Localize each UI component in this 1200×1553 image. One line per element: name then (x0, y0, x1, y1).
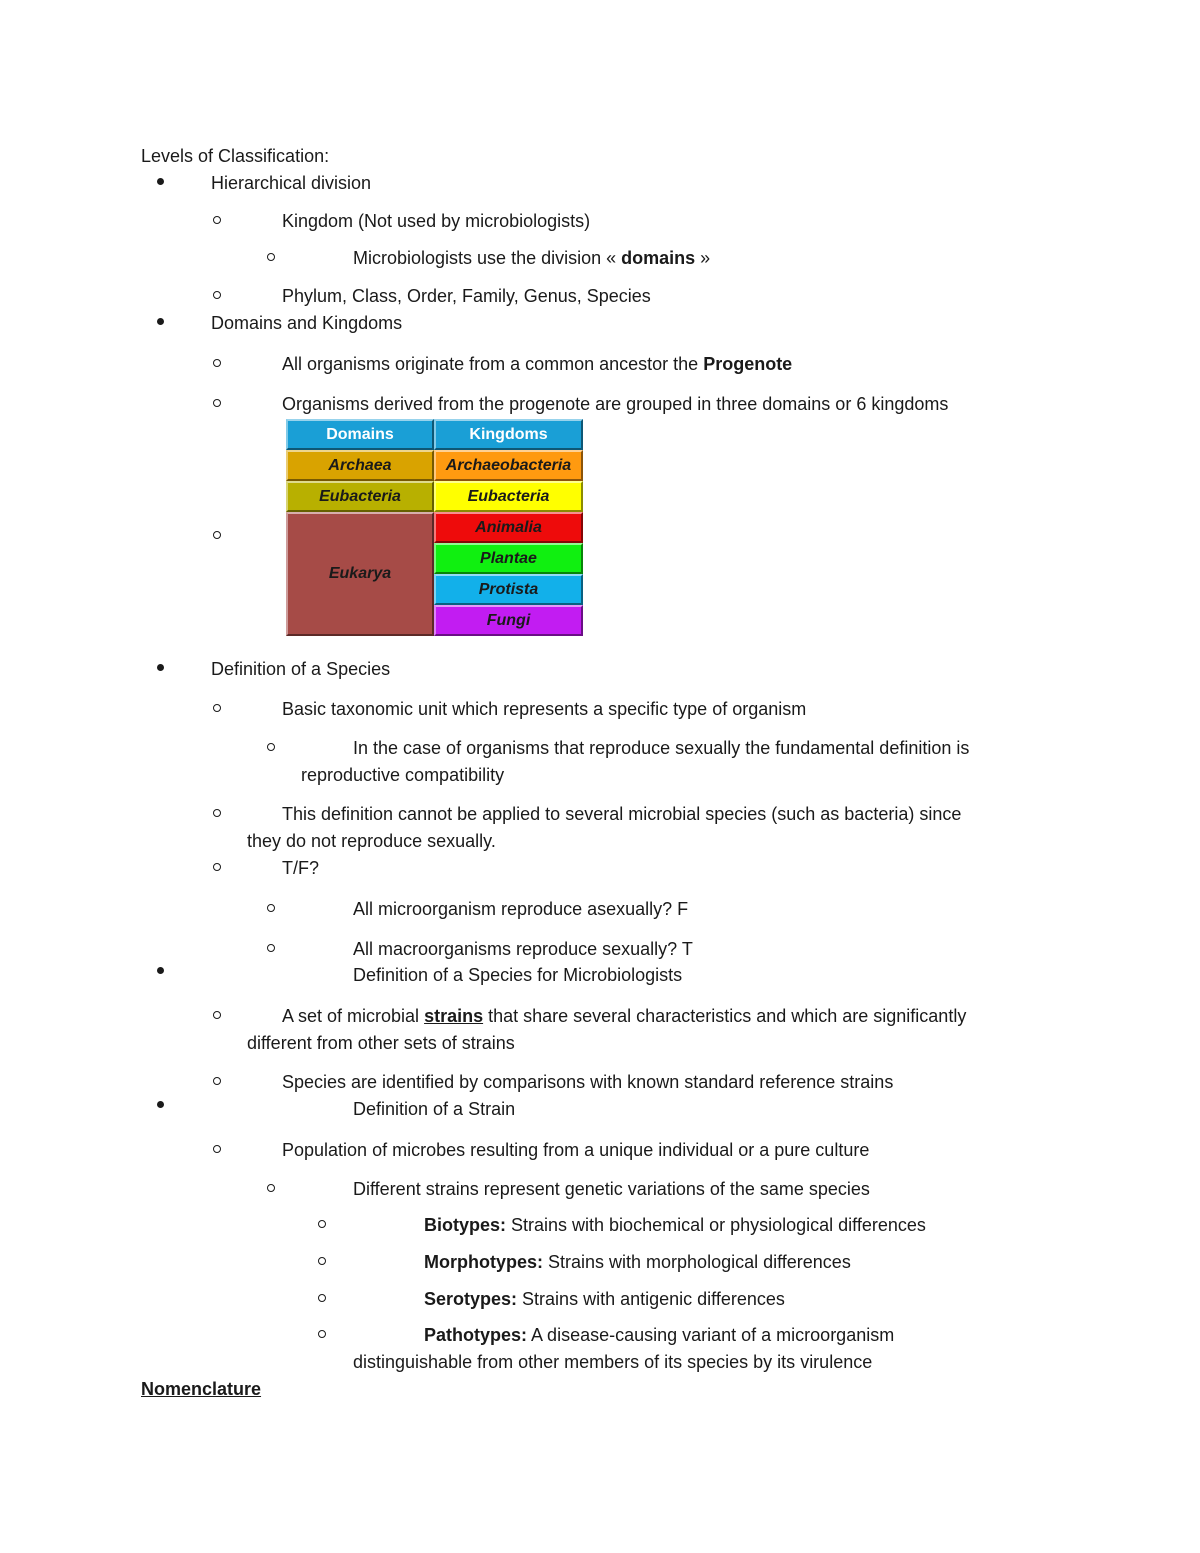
sexual-definition-line1: In the case of organisms that reproduce sexually the fundamental definition is (353, 738, 970, 758)
sub-bullet (267, 743, 275, 751)
domains-kingdoms-title: Domains and Kingdoms (211, 313, 403, 333)
sub-bullet (213, 1077, 221, 1085)
kingdom-eubacteria: Eubacteria (434, 481, 583, 512)
hierarchical-division: Hierarchical division (211, 173, 372, 193)
sub-bullet (318, 1330, 326, 1338)
domain-archaea: Archaea (286, 450, 434, 481)
basic-unit-item: Basic taxonomic unit which represents a specific type of organism (282, 699, 807, 719)
page-heading: Levels of Classification: (141, 146, 330, 166)
kingdom-plantae: Plantae (434, 543, 583, 574)
microbiologists-division-item: Microbiologists use the division « domains » (353, 248, 711, 268)
sub-bullet (213, 809, 221, 817)
domains-kingdoms-table (286, 419, 583, 636)
sub-bullet (267, 944, 275, 952)
sub-bullet (213, 531, 221, 539)
sub-bullet (213, 291, 221, 299)
strains-term: strains (424, 1006, 484, 1026)
sub-bullet (213, 1145, 221, 1153)
pathotypes-item: Pathotypes: A disease-causing variant of a microorganism (424, 1325, 895, 1345)
bullet-dot (157, 967, 164, 974)
macroorganism-question: All macroorganisms reproduce sexually? T (353, 939, 693, 959)
micro-species-title: Definition of a Species for Microbiologists (353, 965, 683, 985)
biotypes-item: Biotypes: Strains with biochemical or physiological differences (424, 1215, 926, 1235)
table-header-domains: Domains (286, 419, 434, 450)
domain-eukarya: Eukarya (286, 512, 434, 636)
pathotypes-line2: distinguishable from other members of its species by its virulence (353, 1352, 873, 1372)
sub-bullet (213, 704, 221, 712)
different-strains-item: Different strains represent genetic variations of the same species (353, 1179, 870, 1199)
sub-bullet (267, 1184, 275, 1192)
sub-bullet (267, 253, 275, 261)
sexual-definition-line2: reproductive compatibility (301, 765, 505, 785)
microorganism-question: All microorganism reproduce asexually? F (353, 899, 689, 919)
kingdom-protista: Protista (434, 574, 583, 605)
sub-bullet (213, 359, 221, 367)
sub-bullet (213, 1011, 221, 1019)
phylum-item: Phylum, Class, Order, Family, Genus, Species (282, 286, 651, 306)
cannot-apply-line1: This definition cannot be applied to several microbial species (such as bacteria) since (282, 804, 962, 824)
strain-set-line2: different from other sets of strains (247, 1033, 515, 1053)
progenote-item: All organisms originate from a common ancestor the Progenote (282, 354, 793, 374)
serotypes-item: Serotypes: Strains with antigenic differences (424, 1289, 785, 1309)
sub-bullet (213, 216, 221, 224)
sub-bullet (213, 863, 221, 871)
domain-eubacteria: Eubacteria (286, 481, 434, 512)
morphotypes-item: Morphotypes: Strains with morphological differences (424, 1252, 851, 1272)
sub-bullet (318, 1257, 326, 1265)
kingdom-fungi: Fungi (434, 605, 583, 636)
bullet-dot (157, 318, 164, 325)
bullet-dot (157, 178, 164, 185)
cannot-apply-line2: they do not reproduce sexually. (247, 831, 496, 851)
sub-bullet (318, 1220, 326, 1228)
nomenclature-heading: Nomenclature (141, 1379, 262, 1399)
identified-item: Species are identified by comparisons with known standard reference strains (282, 1072, 894, 1092)
sub-bullet (318, 1294, 326, 1302)
bullet-dot (157, 664, 164, 671)
species-definition-title: Definition of a Species (211, 659, 391, 679)
tf-item: T/F? (282, 858, 320, 878)
table-header-kingdoms: Kingdoms (434, 419, 583, 450)
kingdom-archaeobacteria: Archaeobacteria (434, 450, 583, 481)
strain-definition-title: Definition of a Strain (353, 1099, 516, 1119)
sub-bullet (213, 399, 221, 407)
derived-item: Organisms derived from the progenote are grouped in three domains or 6 kingdoms (282, 394, 949, 414)
strain-set-line1: A set of microbial strains that share several characteristics and which are significantly (282, 1006, 967, 1026)
kingdom-animalia: Animalia (434, 512, 583, 543)
population-item: Population of microbes resulting from a unique individual or a pure culture (282, 1140, 870, 1160)
kingdom-item: Kingdom (Not used by microbiologists) (282, 211, 591, 231)
sub-bullet (267, 904, 275, 912)
bullet-dot (157, 1101, 164, 1108)
